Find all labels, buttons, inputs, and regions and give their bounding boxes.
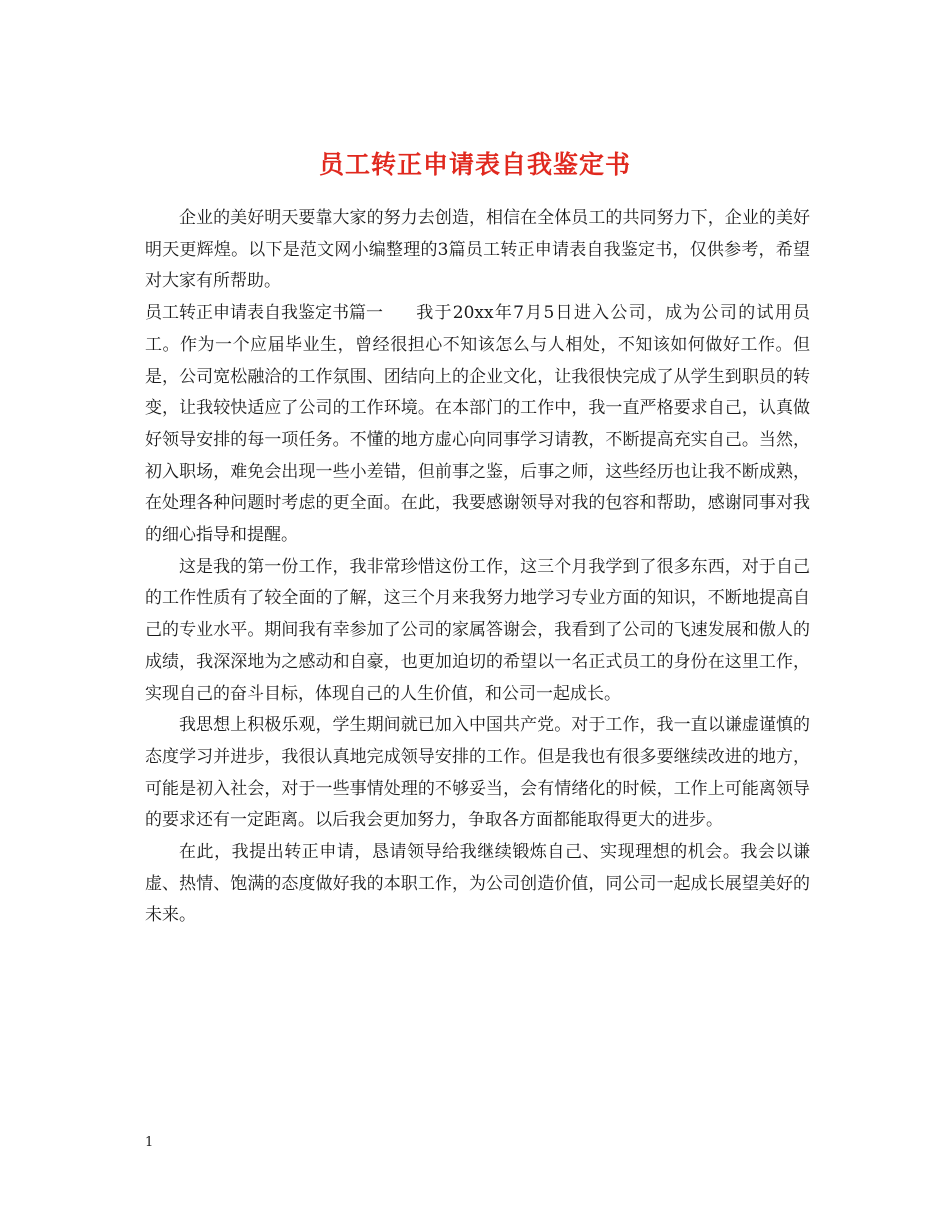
document-title: 员工转正申请表自我鉴定书 xyxy=(318,149,631,179)
intro-paragraph: 企业的美好明天要靠大家的努力去创造，相信在全体员工的共同努力下，企业的美好明天更辉煌。以下是范文网小编整理的3篇员工转正申请表自我鉴定书，仅供参考，希望对大家有所帮助。 xyxy=(145,208,810,292)
paragraph-3: 我思想上积极乐观，学生期间就已加入中国共产党。对于工作，我一直以谦虚谨慎的态度学习并进步，我很认真地完成领导安排的工作。但是我也有很多要继续改进的地方，可能是初入社会，对于一些事情处理的不够妥当，会有情绪化的时候，工作上可能离领导的要求还有一定距离。以后我会更加努力，争取各方面都能取得更大的进步。 xyxy=(145,715,810,831)
paragraph-1: 我于20xx年7月5日进入公司，成为公司的试用员工。作为一个应届毕业生，曾经很担心不知该怎么与人相处，不知该如何做好工作。但是，公司宽松融洽的工作氛围、团结向上的企业文化，让我很快完成了从学生到职员的转变，让我较快适应了公司的工作环境。在本部门的工作中，我一直严格要求自己，认真做好领导安排的每一项任务。不懂的地方虚心向同事学习请教，不断提高充实自己。当然，初入职场，难免会出现一些小差错，但前事之鉴，后事之师，这些经历也让我不断成熟，在处理各种问题时考虑的更全面。在此，我要感谢领导对我的包容和帮助，感谢同事对我的细心指导和提醒。 xyxy=(145,303,810,546)
paragraph-2: 这是我的第一份工作，我非常珍惜这份工作，这三个月我学到了很多东西，对于自己的工作性质有了较全面的了解，这三个月来我努力地学习专业方面的知识，不断地提高自己的专业水平。期间我有幸参加了公司的家属答谢会，我看到了公司的飞速发展和傲人的成绩，我深深地为之感动和自豪，也更加迫切的希望以一名正式员工的身份在这里工作，实现自己的奋斗目标，体现自己的人生价值，和公司一起成长。 xyxy=(145,556,810,704)
page-number: 1 xyxy=(145,1135,154,1150)
section-paragraph xyxy=(145,298,810,552)
document-body xyxy=(145,203,810,932)
paragraph-4: 在此，我提出转正申请，恳请领导给我继续锻炼自己、实现理想的机会。我会以谦虚、热情、饱满的态度做好我的本职工作，为公司创造价值，同公司一起成长展望美好的未来。 xyxy=(145,842,810,926)
section-heading: 员工转正申请表自我鉴定书篇一 xyxy=(145,303,383,324)
